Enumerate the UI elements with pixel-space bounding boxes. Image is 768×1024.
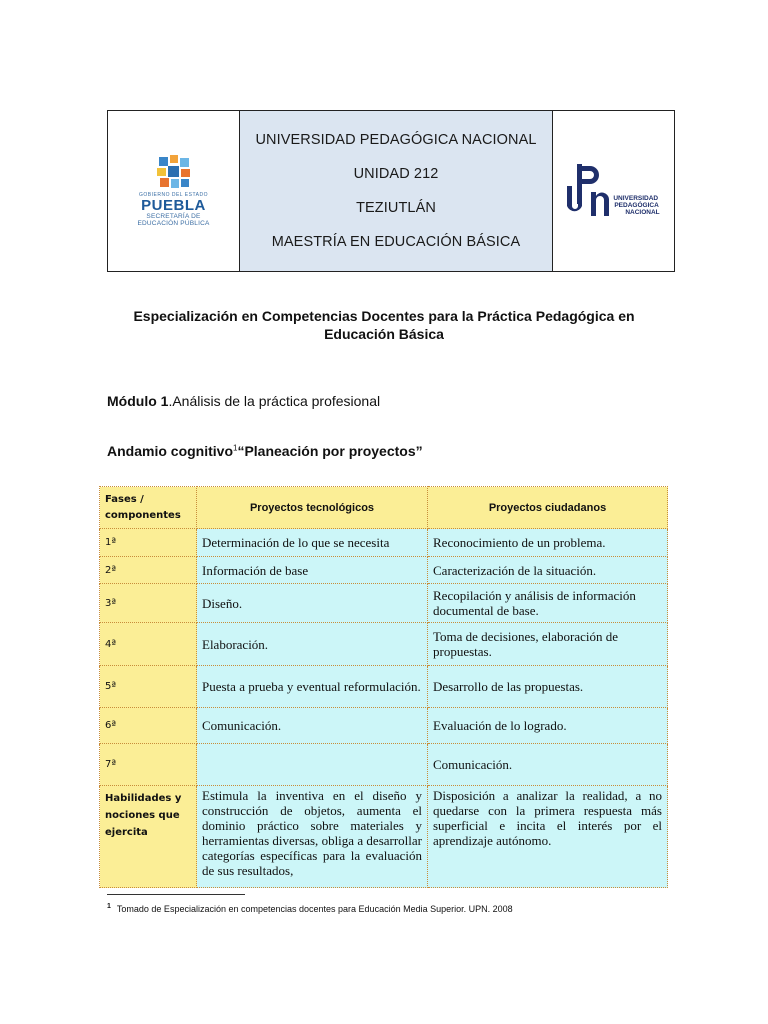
upn-logo-icon bbox=[567, 162, 611, 220]
table-row bbox=[100, 529, 668, 557]
civic-cell: Recopilación y análisis de información documental de base. bbox=[428, 584, 668, 623]
header-civic: Proyectos ciudadanos bbox=[428, 487, 668, 529]
upn-logo-text bbox=[613, 195, 659, 216]
civic-cell: Evaluación de lo logrado. bbox=[428, 708, 668, 744]
tech-cell bbox=[197, 744, 428, 786]
module-label: Módulo 1 bbox=[107, 393, 169, 409]
phase-cell: 4ª bbox=[100, 623, 197, 666]
header-center-cell bbox=[240, 111, 553, 271]
civic-cell: Caracterización de la situación. bbox=[428, 557, 668, 584]
table-row bbox=[100, 557, 668, 584]
table-row bbox=[100, 666, 668, 708]
tech-cell-skills bbox=[197, 786, 428, 888]
puebla-logo bbox=[115, 155, 233, 227]
civic-skills-text: Disposición a analizar la realidad, a no quedarse con la primera respuesta más superficial e incita el interés por el aprendizaje autónomo. bbox=[433, 788, 662, 848]
table-row bbox=[100, 744, 668, 786]
scaffold-quote: “Planeación por proyectos” bbox=[237, 443, 423, 459]
header-tech: Proyectos tecnológicos bbox=[197, 487, 428, 529]
module-line bbox=[107, 393, 380, 409]
tech-cell: Diseño. bbox=[197, 584, 428, 623]
civic-cell: Reconocimiento de un problema. bbox=[428, 529, 668, 557]
puebla-logo-word: PUEBLA bbox=[141, 197, 206, 214]
footnote-separator bbox=[107, 894, 245, 895]
footnote-ref: 1 bbox=[233, 443, 238, 453]
civic-cell: Toma de decisiones, elaboración de propuestas. bbox=[428, 623, 668, 666]
tech-skills-text: Estimula la inventiva en el diseño y construcción de objetos, aumenta el dominio práctico sobre materiales y herramientas diversas, obliga a desarrollar categorías específicas para la evaluación de sus resultados, bbox=[202, 788, 422, 878]
footnote bbox=[107, 903, 513, 914]
phase-cell: 3ª bbox=[100, 584, 197, 623]
header-left-cell bbox=[108, 111, 240, 271]
civic-cell: Comunicación. bbox=[428, 744, 668, 786]
tech-cell: Puesta a prueba y eventual reformulación. bbox=[197, 666, 428, 708]
skills-label: Habilidades y nociones que ejercita bbox=[105, 793, 182, 838]
header-phases: Fases / componentes bbox=[100, 487, 197, 529]
table-row bbox=[100, 708, 668, 744]
upn-logo-line3: NACIONAL bbox=[625, 209, 660, 216]
header-right-cell bbox=[553, 111, 674, 271]
footnote-text: Tomado de Especialización en competencias docentes para Educación Media Superior. UPN. 2008 bbox=[116, 904, 513, 914]
header-table bbox=[107, 110, 675, 272]
phases-table bbox=[99, 486, 668, 888]
upn-logo bbox=[567, 162, 659, 220]
document-title: Especialización en Competencias Docentes para la Práctica Pedagógica en Educación Básica bbox=[133, 308, 635, 342]
tech-cell: Determinación de lo que se necesita bbox=[197, 529, 428, 557]
table-header-row bbox=[100, 487, 668, 529]
puebla-mosaic-logo-icon bbox=[157, 155, 191, 189]
civic-cell: Desarrollo de las propuestas. bbox=[428, 666, 668, 708]
upn-logo-line2: PEDAGÓGICA bbox=[614, 202, 659, 209]
phase-cell: 2ª bbox=[100, 557, 197, 584]
tech-cell: Información de base bbox=[197, 557, 428, 584]
footnote-number: 1 bbox=[107, 903, 111, 910]
scaffold-heading bbox=[107, 443, 423, 459]
upn-logo-line1: UNIVERSIDAD bbox=[613, 195, 659, 202]
phase-cell: 6ª bbox=[100, 708, 197, 744]
header-city: TEZIUTLÁN bbox=[356, 200, 436, 216]
tech-cell: Elaboración. bbox=[197, 623, 428, 666]
table-row bbox=[100, 584, 668, 623]
puebla-logo-small-text: GOBIERNO DEL ESTADO bbox=[139, 192, 208, 198]
module-text: .Análisis de la práctica profesional bbox=[168, 393, 381, 409]
civic-cell-skills bbox=[428, 786, 668, 888]
puebla-logo-sub-1: SECRETARÍA DE bbox=[146, 213, 201, 220]
puebla-logo-sub-2: EDUCACIÓN PÚBLICA bbox=[137, 220, 210, 227]
table-row bbox=[100, 623, 668, 666]
phase-cell-skills bbox=[100, 786, 197, 888]
tech-cell: Comunicación. bbox=[197, 708, 428, 744]
phase-cell: 7ª bbox=[100, 744, 197, 786]
header-unit: UNIDAD 212 bbox=[353, 166, 439, 182]
scaffold-label: Andamio cognitivo bbox=[107, 443, 233, 459]
phase-cell: 1ª bbox=[100, 529, 197, 557]
header-university: UNIVERSIDAD PEDAGÓGICA NACIONAL bbox=[255, 132, 537, 148]
header-program: MAESTRÍA EN EDUCACIÓN BÁSICA bbox=[271, 234, 521, 250]
table-row bbox=[100, 786, 668, 888]
phase-cell: 5ª bbox=[100, 666, 197, 708]
